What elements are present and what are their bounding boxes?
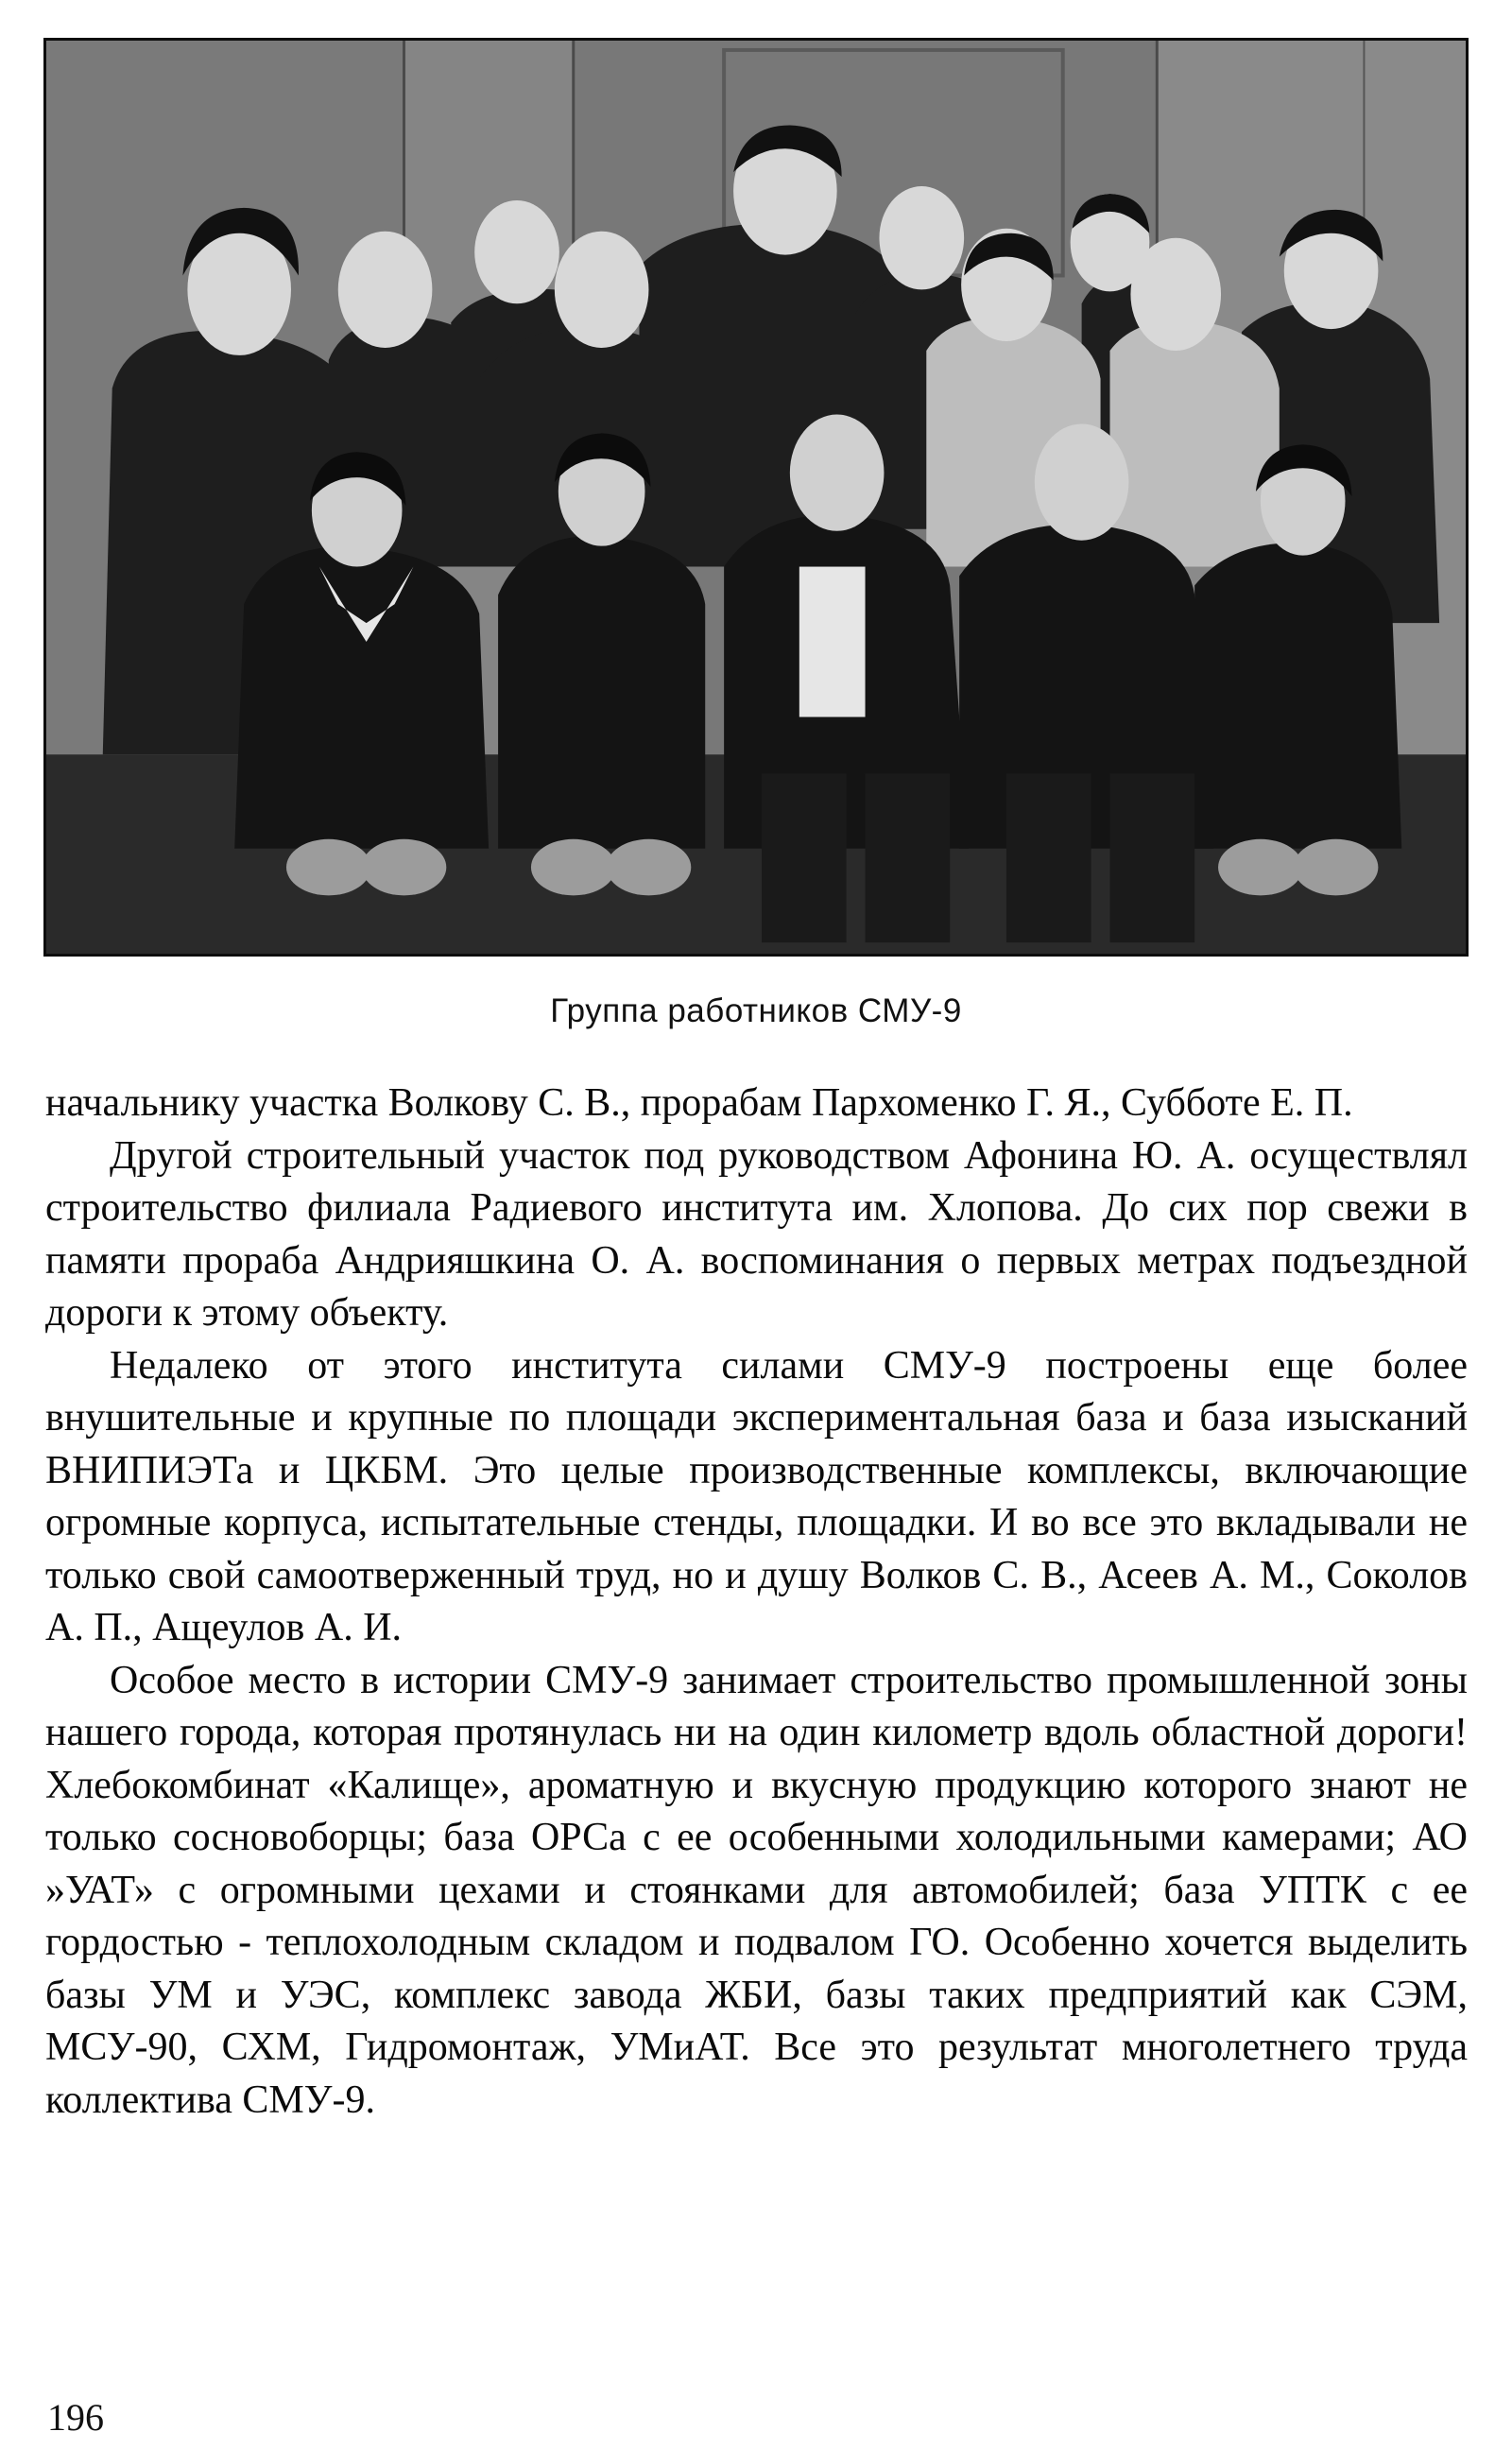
paragraph-4: Особое место в истории СМУ-9 занимает строительство промышленной зоны нашего города, которая протянулась ни на один километр вдоль областной дороги! Хлебокомбинат «Калище», ароматную и вкусную продукцию которого знают не только сосновоборцы; база ОРСа с ее особенными холодильными камерами; АО »УАТ» с огромными цехами и стоянками для автомобилей; база УПТК с ее гордостью - теплохолодным складом и подвалом ГО. Особенно хочется выделить базы УМ и УЭС, комплекс завода ЖБИ, базы таких предприятий как СЭМ, МСУ-90, СХМ, Гидромонтаж, УМиАТ. Все это результат многолетнего труда коллектива СМУ-9.	[45, 1658, 1468, 2122]
page-number: 196	[47, 2396, 104, 2439]
paragraph-1: начальнику участка Волкову С. В., прорабам Пархоменко Г. Я., Субботе Е. П.	[45, 1081, 1353, 1125]
article-body	[45, 1078, 1468, 2127]
paragraph-3: Недалеко от этого института силами СМУ-9 построены еще более внушительные и крупные по площади экспериментальная база и база изысканий ВНИПИЭТа и ЦКБМ. Это целые производственные комплексы, включающие огромные корпуса, испытательные стенды, площадки. И во все это вкладывали не только свой самоотверженный труд, но и душу Волков С. В., Асеев А. М., Соколов А. П., Ащеулов А. И.	[45, 1343, 1468, 1649]
group-photo-image	[46, 41, 1466, 954]
paragraph-2: Другой строительный участок под руководством Афонина Ю. А. осуществлял строительство филиала Радиевого института им. Хлопова. До сих пор свежи в памяти прораба Андрияшкина О. А. воспоминания о первых метрах подъездной дороги к этому объекту.	[45, 1133, 1468, 1335]
group-photo	[43, 38, 1469, 957]
photo-caption: Группа работников СМУ-9	[550, 992, 962, 1029]
